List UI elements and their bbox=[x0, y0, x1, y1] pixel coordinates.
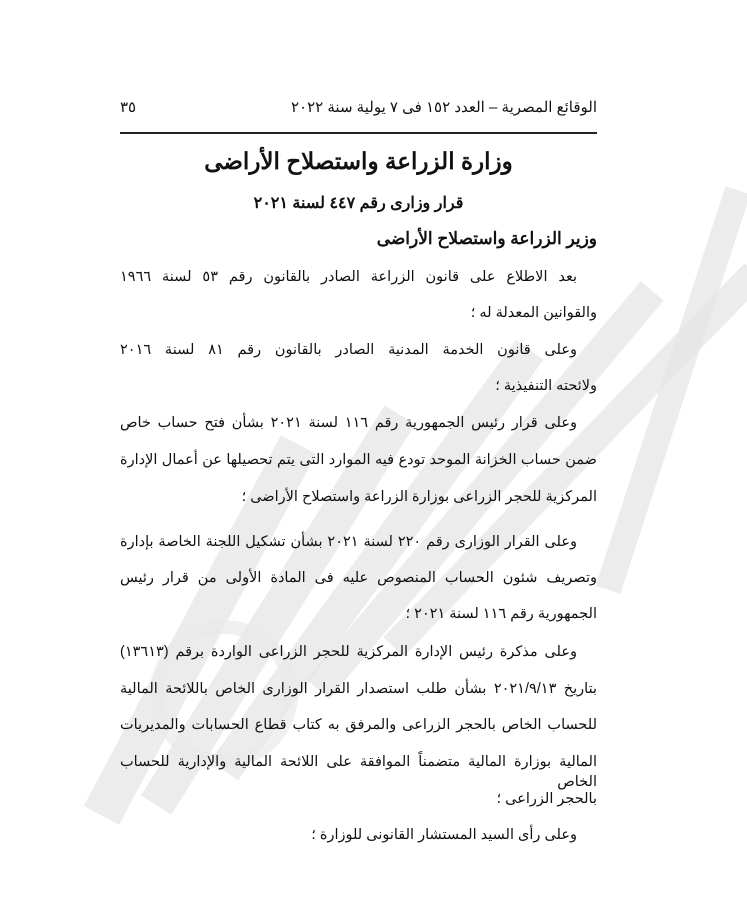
body-line: وعلى مذكرة رئيس الإدارة المركزية للحجر الزراعى الواردة برقم (١٣٦١٣) bbox=[120, 644, 577, 660]
minister-heading: وزير الزراعة واستصلاح الأراضى bbox=[376, 229, 597, 248]
body-line: وعلى قرار رئيس الجمهورية رقم ١١٦ لسنة ٢٠٢١ بشأن فتح حساب خاص bbox=[120, 415, 577, 431]
ministry-title: وزارة الزراعة واستصلاح الأراضى bbox=[204, 148, 513, 174]
body-line: بالحجر الزراعى ؛ bbox=[496, 791, 597, 807]
body-line: المالية بوزارة المالية متضمناً الموافقة على اللائحة المالية والإدارية للحساب الخاص bbox=[120, 754, 597, 790]
body-line: الجمهورية رقم ١١٦ لسنة ٢٠٢١ ؛ bbox=[405, 606, 597, 622]
page-number: ٣٥ bbox=[120, 99, 137, 116]
body-line: وعلى القرار الوزارى رقم ٢٢٠ لسنة ٢٠٢١ بشأن تشكيل اللجنة الخاصة بإدارة bbox=[120, 534, 578, 550]
body-line: وتصريف شئون الحساب المنصوص عليه فى المادة الأولى من قرار رئيس bbox=[120, 570, 597, 586]
body-line: المركزية للحجر الزراعى بوزارة الزراعة واستصلاح الأراضى ؛ bbox=[241, 489, 597, 505]
gazette-header-title: الوقائع المصرية – العدد ١٥٢ فى ٧ يولية سنة ٢٠٢٢ bbox=[290, 99, 597, 116]
body-line: ضمن حساب الخزانة الموحد تودع فيه الموارد التى يتم تحصيلها عن أعمال الإدارة bbox=[120, 452, 597, 468]
body-line: بعد الاطلاع على قانون الزراعة الصادر بالقانون رقم ٥٣ لسنة ١٩٦٦ bbox=[120, 269, 577, 285]
header-divider bbox=[120, 132, 597, 134]
body-line: وعلى رأى السيد المستشار القانونى للوزارة ؛ bbox=[311, 827, 577, 843]
decree-title: قرار وزارى رقم ٤٤٧ لسنة ٢٠٢١ bbox=[253, 195, 464, 212]
body-line: والقوانين المعدلة له ؛ bbox=[470, 305, 597, 321]
page-header bbox=[120, 98, 597, 122]
body-line: ولائحته التنفيذية ؛ bbox=[495, 378, 597, 394]
body-line: للحساب الخاص بالحجر الزراعى والمرفق به كتاب قطاع الحسابات والمديريات bbox=[120, 717, 597, 733]
body-line: بتاريخ ٢٠٢١/٩/١٣ بشأن طلب استصدار القرار الوزارى الخاص باللائحة المالية bbox=[120, 681, 597, 697]
body-line: وعلى قانون الخدمة المدنية الصادر بالقانون رقم ٨١ لسنة ٢٠١٦ bbox=[120, 342, 577, 358]
